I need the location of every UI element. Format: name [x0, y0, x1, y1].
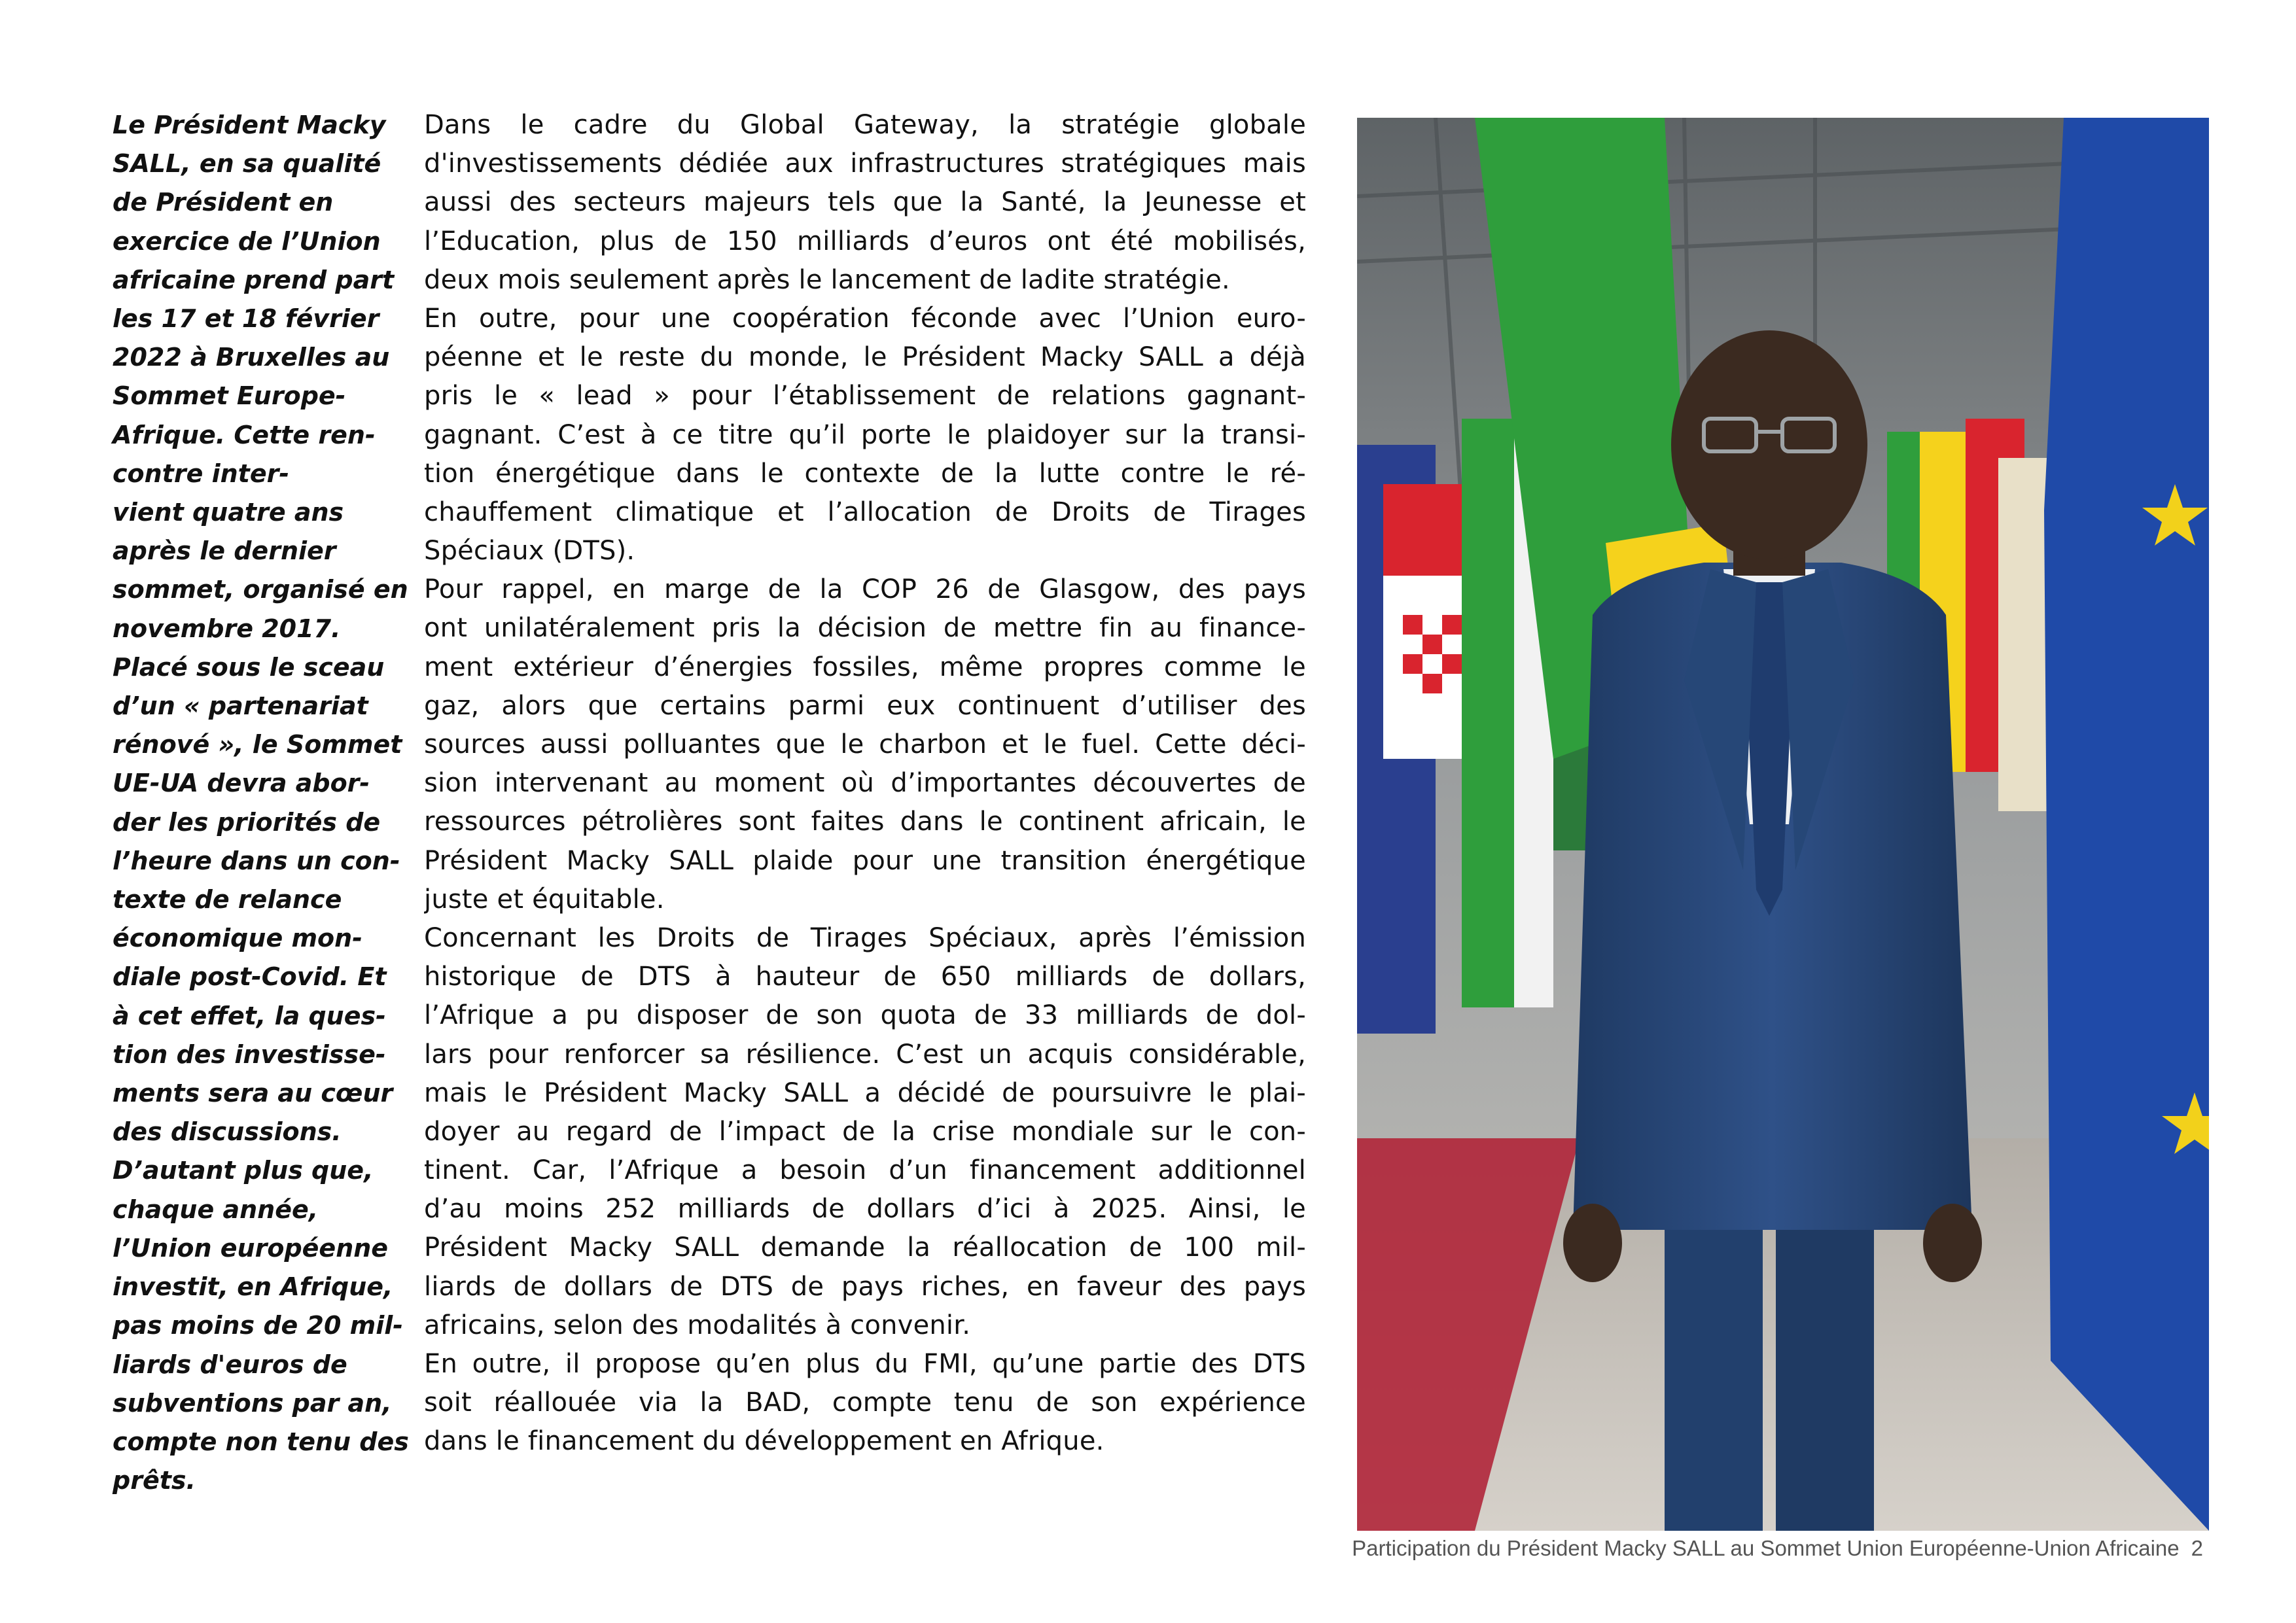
- body-line: mais le Président Macky SALL a décidé de poursuivre le plai-: [424, 1077, 1306, 1108]
- sidebar-line: vient quatre ans: [113, 498, 344, 527]
- sidebar-line: pas moins de 20 mil-: [113, 1311, 404, 1340]
- body-line: sources aussi polluantes que le charbon et le fuel. Cette déci-: [424, 729, 1306, 759]
- body-line: Dans le cadre du Global Gateway, la stratégie globale: [424, 110, 1306, 140]
- body-line: lars pour renforcer sa résilience. C’est un acquis considérable,: [424, 1039, 1306, 1070]
- sidebar-line: compte non tenu des: [113, 1427, 409, 1456]
- sidebar-line: Afrique. Cette ren-: [113, 420, 376, 449]
- body-line: Spéciaux (DTS).: [424, 536, 635, 567]
- sidebar-line: texte de relance: [113, 885, 342, 915]
- page-number: 2: [2191, 1536, 2203, 1560]
- sidebar-line: Sommet Europe-: [113, 381, 346, 411]
- sidebar-line: Placé sous le sceau: [113, 652, 385, 682]
- sidebar-line: rénové », le Sommet: [113, 730, 402, 759]
- body-line: d’au moins 252 milliards de dollars d’ici à 2025. Ainsi, le: [424, 1194, 1306, 1225]
- sidebar-line: novembre 2017.: [113, 614, 341, 643]
- sidebar-line: investit, en Afrique,: [113, 1272, 393, 1302]
- sidebar-line: des discussions.: [113, 1117, 342, 1147]
- body-line: tion énergétique dans le contexte de la lutte contre le ré-: [424, 458, 1306, 489]
- body-line: aussi des secteurs majeurs tels que la Santé, la Jeunesse et: [424, 187, 1306, 218]
- page-footer: [1352, 1536, 2203, 1561]
- body-line: tinent. Car, l’Afrique a besoin d’un financement additionnel: [424, 1155, 1306, 1186]
- body-line: doyer au regard de l’impact de la crise mondiale sur le con-: [424, 1116, 1306, 1147]
- sidebar-line: économique mon-: [113, 924, 362, 953]
- article-body: [424, 106, 1306, 1461]
- sidebar-line: SALL, en sa qualité: [113, 149, 381, 179]
- eu-flag: [2044, 118, 2209, 1531]
- sidebar-line: Le Président Macky: [113, 111, 386, 139]
- sidebar-line: africaine prend part: [113, 265, 395, 294]
- body-line: gagnant. C’est à ce titre qu’il porte le plaidoyer sur la transi-: [424, 419, 1306, 450]
- body-line: Président Macky SALL plaide pour une transition énergétique: [424, 845, 1306, 876]
- body-line: En outre, il propose qu’en plus du FMI, qu’une partie des DTS: [424, 1349, 1306, 1379]
- body-line: deux mois seulement après le lancement de ladite stratégie.: [424, 264, 1230, 295]
- sidebar-line: les 17 et 18 février: [113, 304, 380, 334]
- body-line: Pour rappel, en marge de la COP 26 de Glasgow, des pays: [424, 574, 1306, 605]
- body-line: Concernant les Droits de Tirages Spéciaux, après l’émission: [424, 922, 1306, 953]
- sidebar-line: liards d'euros de: [113, 1350, 347, 1379]
- body-line: africains, selon des modalités à convenir.: [424, 1310, 971, 1340]
- sidebar-line: der les priorités de: [113, 807, 381, 837]
- sidebar-line: l’heure dans un con-: [113, 846, 400, 875]
- photo-illustration: [1357, 118, 2209, 1531]
- sidebar-line: chaque année,: [113, 1195, 319, 1224]
- body-line: ment extérieur d’énergies fossiles, même propres comme le: [424, 652, 1306, 682]
- sidebar-line: de Président en: [113, 188, 334, 217]
- sidebar-line: 2022 à Bruxelles au: [113, 343, 390, 372]
- article-photo: [1357, 118, 2209, 1531]
- sidebar-line: après le dernier: [113, 536, 336, 566]
- body-line: juste et équitable.: [424, 884, 665, 915]
- body-line: d'investissements dédiée aux infrastructures stratégiques mais: [424, 148, 1306, 179]
- sidebar-line: subventions par an,: [113, 1388, 392, 1418]
- body-line: ont unilatéralement pris la décision de mettre fin au finance-: [424, 613, 1306, 644]
- body-line: chauffement climatique et l’allocation de Droits de Tirages: [424, 497, 1306, 527]
- sidebar-line: tion des investisse-: [113, 1039, 386, 1069]
- footer-caption: Participation du Président Macky SALL au Sommet Union Européenne-Union Africaine: [1352, 1536, 2180, 1560]
- body-line: l’Afrique a pu disposer de son quota de 33 milliards de dol-: [424, 1000, 1306, 1031]
- sidebar-line: prêts.: [113, 1466, 196, 1495]
- sidebar-line: à cet effet, la ques-: [113, 1001, 386, 1030]
- body-line: pris le « lead » pour l’établissement de relations gagnant-: [424, 381, 1306, 411]
- body-line: gaz, alors que certains parmi eux continuent d’utiliser des: [424, 690, 1306, 721]
- body-line: liards de dollars de DTS de pays riches, en faveur des pays: [424, 1271, 1306, 1302]
- sidebar-line: D’autant plus que,: [113, 1156, 374, 1185]
- body-line: péenne et le reste du monde, le Président Macky SALL a déjà: [424, 342, 1306, 373]
- sidebar-line: d’un « partenariat: [113, 691, 368, 721]
- body-line: historique de DTS à hauteur de 650 milliards de dollars,: [424, 962, 1306, 992]
- sidebar-line: sommet, organisé en: [113, 575, 408, 604]
- sidebar-line: diale post-Covid. Et: [113, 962, 387, 992]
- body-line: l’Education, plus de 150 milliards d’euros ont été mobilisés,: [424, 226, 1306, 256]
- intro-sidebar: [113, 106, 409, 1500]
- body-line: dans le financement du développement en Afrique.: [424, 1426, 1104, 1457]
- body-line: ressources pétrolières sont faites dans le continent africain, le: [424, 807, 1306, 837]
- sidebar-line: exercice de l’Union: [113, 226, 381, 256]
- body-line: En outre, pour une coopération féconde avec l’Union euro-: [424, 303, 1306, 334]
- body-line: soit réallouée via la BAD, compte tenu de son expérience: [424, 1387, 1306, 1418]
- body-line: sion intervenant au moment où d’importantes découvertes de: [424, 768, 1306, 799]
- sidebar-line: l’Union européenne: [113, 1233, 389, 1263]
- body-line: Président Macky SALL demande la réallocation de 100 mil-: [424, 1232, 1306, 1263]
- sidebar-line: contre inter-: [113, 459, 290, 488]
- sidebar-line: ments sera au cœur: [113, 1079, 393, 1108]
- sidebar-line: UE-UA devra abor-: [113, 769, 370, 798]
